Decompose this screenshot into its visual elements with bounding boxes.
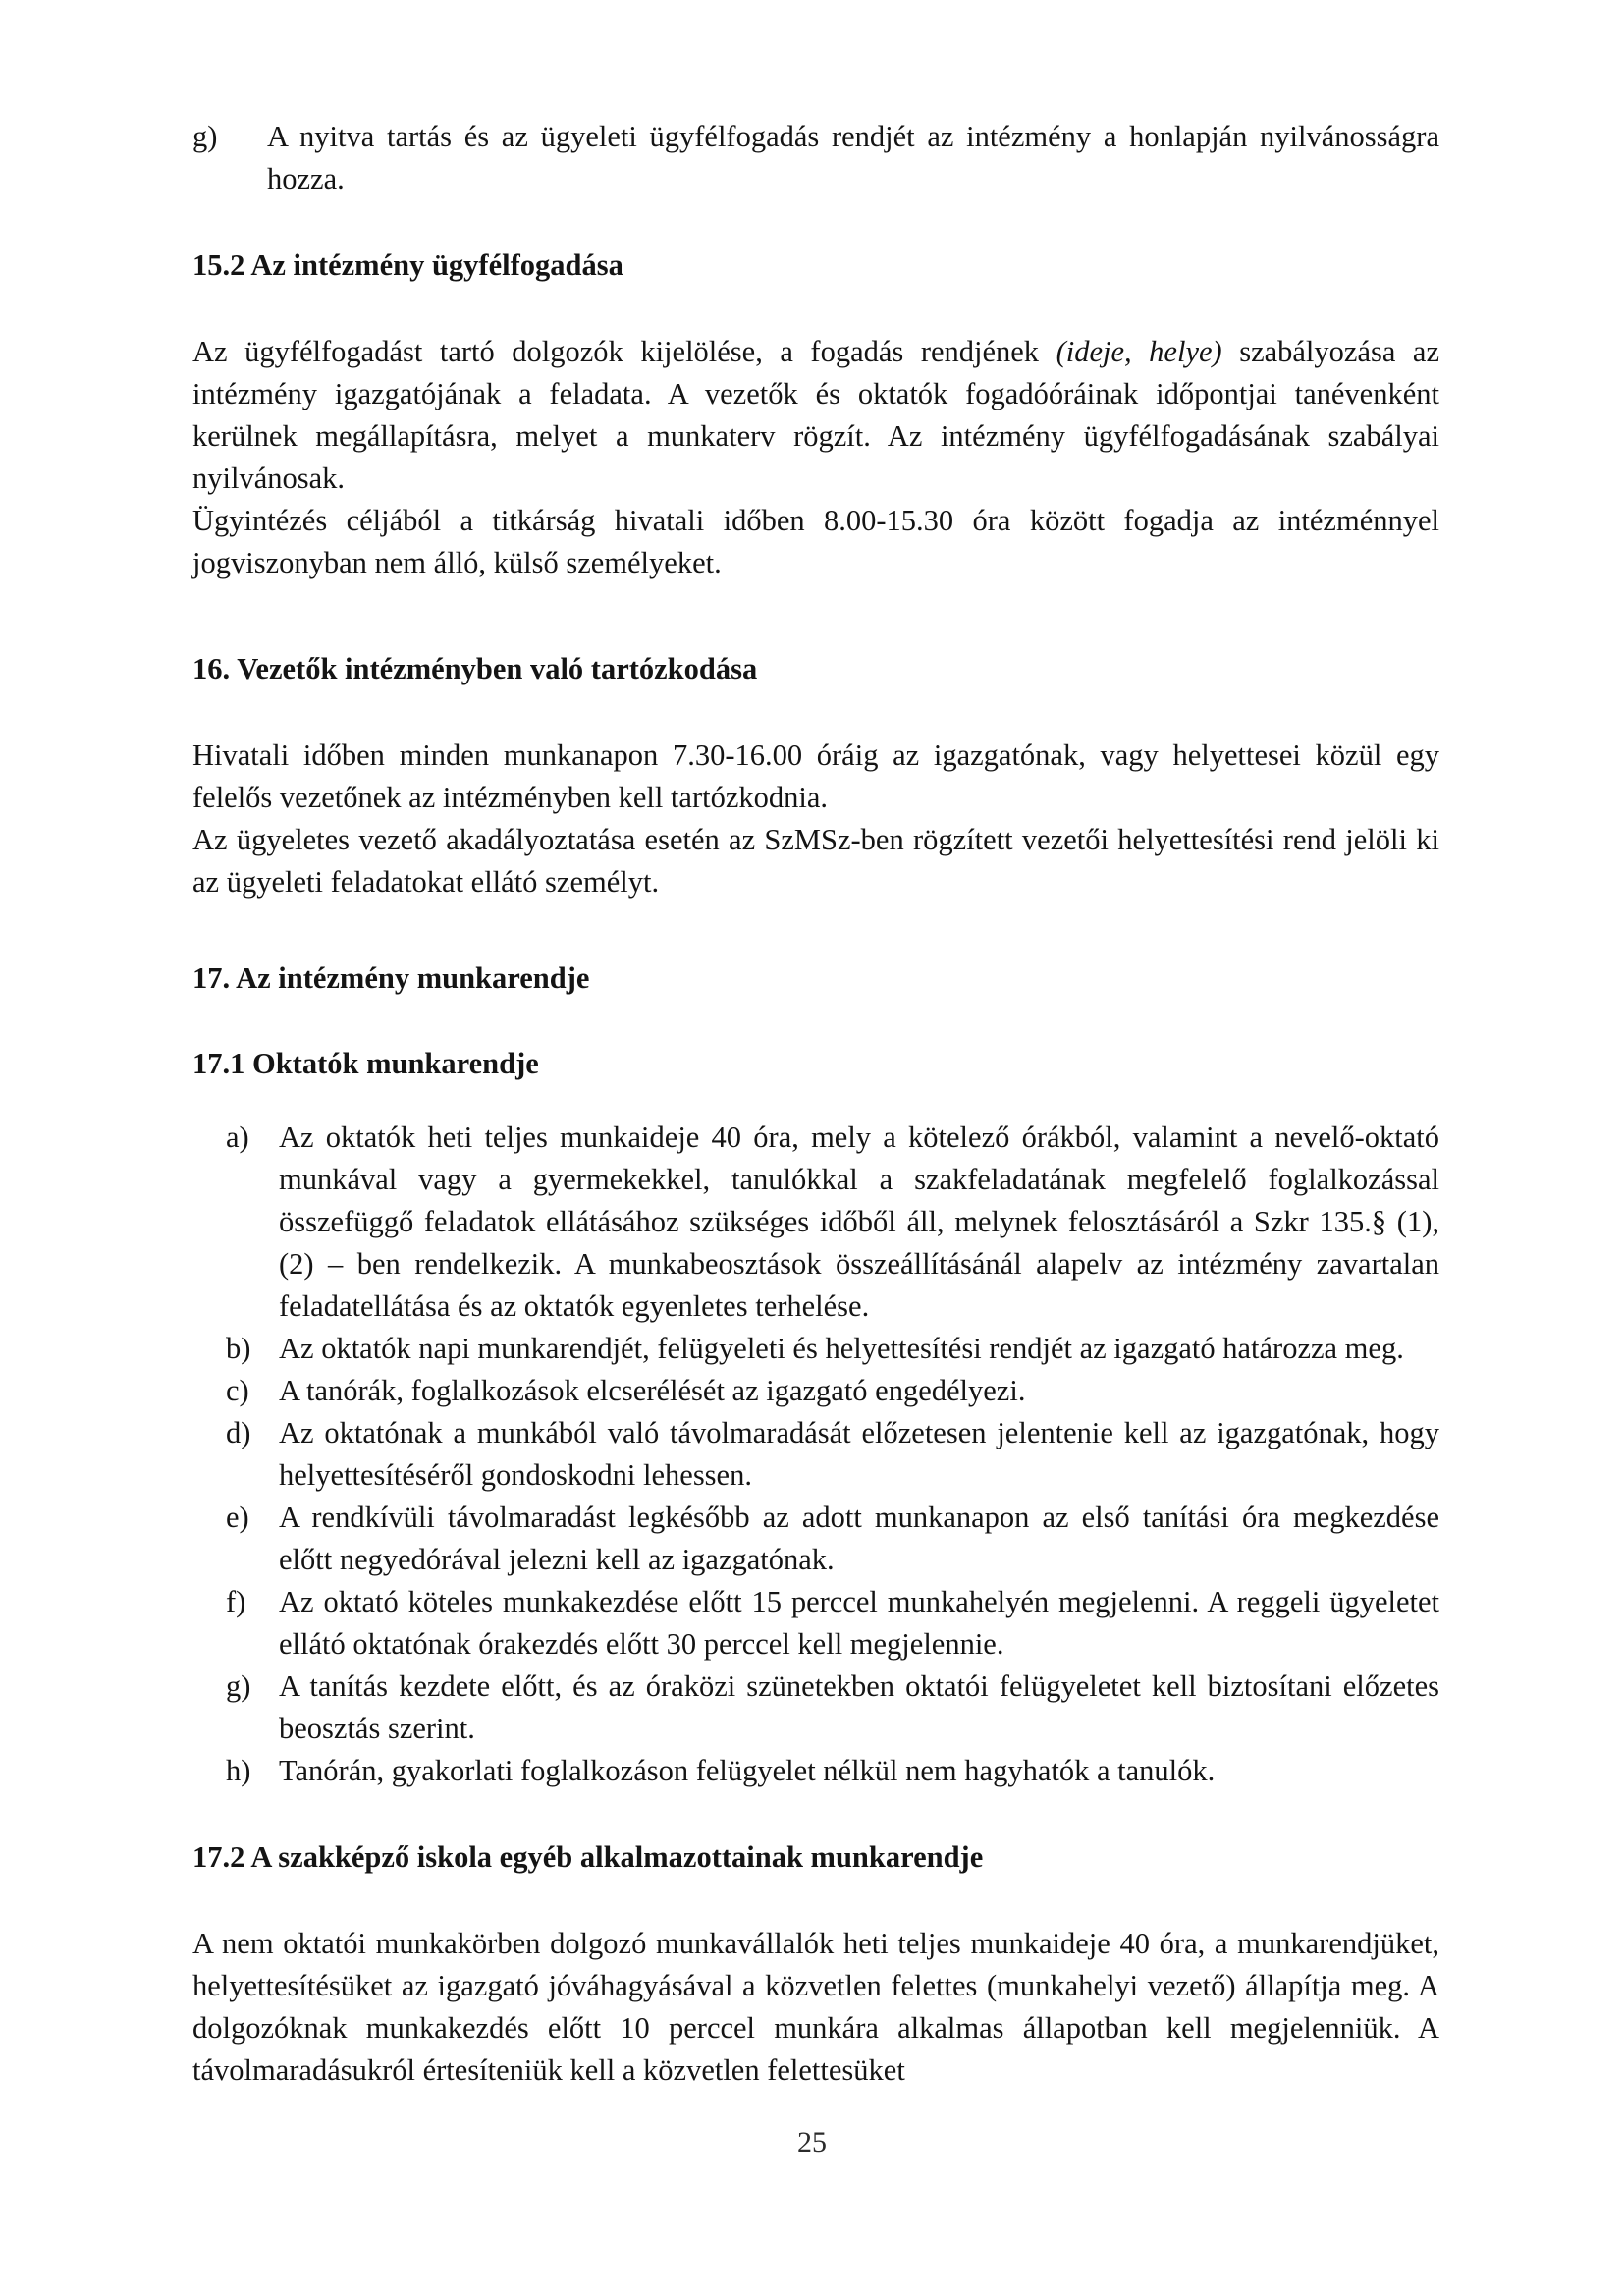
list-marker: a)	[226, 1121, 249, 1154]
heading-15-2: 15.2 Az intézmény ügyfélfogadása	[192, 248, 623, 282]
page-content	[192, 116, 1439, 2092]
list-item-text: Az oktatók heti teljes munkaideje 40 óra, mely a kötelező órákból, valamint a nevelő-oktató munkával vagy a gyermekekkel, tanulókkal a szakfeladatának megfelelő foglalkozással összefüggő feladatok ellátásához szükséges időből áll, melynek felosztásáról a Szkr 135.§ (1), (2) – ben rendelkezik. A munkabeosztások összeállításánál alapelv az intézmény zavartalan feladatellátása és az oktatók egyenletes terhelése.	[279, 1121, 1439, 1323]
list-item	[192, 1497, 1439, 1581]
spacer	[192, 949, 1439, 958]
spacer	[192, 286, 1439, 331]
list-marker: c)	[226, 1374, 249, 1407]
heading-17: 17. Az intézmény munkarendje	[192, 961, 590, 995]
list-item-text: A nyitva tartás és az ügyeleti ügyfélfogadás rendjét az intézmény a honlapján nyilvánosságra hozza.	[267, 120, 1439, 195]
paragraph-15-2-2: Ügyintézés céljából a titkárság hivatali időben 8.00-15.30 óra között fogadja az intézménnyel jogviszonyban nem álló, külső személyeket.	[192, 504, 1439, 579]
spacer	[192, 1792, 1439, 1837]
paragraph-17-2-1: A nem oktatói munkakörben dolgozó munkavállalók heti teljes munkaideje 40 óra, a munkarendjüket, helyettesítésüket az igazgató jóváhagyásával a közvetlen felettes (munkahelyi vezető) állapítja meg. A dolgozóknak munkakezdés előtt 10 perccel munkára alkalmas állapotban kell megjelenniük. A távolmaradásukról értesíteniük kell a közvetlen felettesüket	[192, 1927, 1439, 2087]
paragraph-text-part-2: szabályozása az intézmény igazgatójának a feladata. A vezetők és oktatók fogadóóráinak időpontjai tanévenként kerülnek megállapításra, melyet a munkaterv rögzít. Az intézmény ügyfélfogadásának szabályai nyilvánosak.	[192, 335, 1439, 495]
spacer	[192, 1084, 1439, 1117]
spacer	[192, 999, 1439, 1044]
spacer	[192, 903, 1439, 949]
list-item	[192, 1750, 1439, 1792]
list-item-text: Az oktatók napi munkarendjét, felügyeleti és helyettesítési rendjét az igazgató határozza meg.	[279, 1332, 1404, 1365]
list-item	[192, 1666, 1439, 1750]
heading-17-2: 17.2 A szakképző iskola egyéb alkalmazottainak munkarendje	[192, 1840, 984, 1874]
paragraph-text-part-1: Az ügyfélfogadást tartó dolgozók kijelölése, a fogadás rendjének	[192, 335, 1056, 368]
list-item	[192, 1370, 1439, 1412]
spacer	[192, 584, 1439, 629]
list-marker: b)	[226, 1332, 251, 1365]
list-item-text: A rendkívüli távolmaradást legkésőbb az adott munkanapon az első tanítási óra megkezdése előtt negyedórával jelezni kell az igazgatónak.	[279, 1501, 1439, 1576]
spacer	[192, 200, 1439, 246]
list-item	[192, 1581, 1439, 1666]
list-item	[192, 1412, 1439, 1497]
list-item-text: A tanítás kezdete előtt, és az óraközi szünetekben oktatói felügyeletet kell biztosítani előzetes beosztás szerint.	[279, 1669, 1439, 1745]
list-marker: f)	[226, 1585, 246, 1618]
list-item-text: A tanórák, foglalkozások elcserélését az igazgató engedélyezi.	[279, 1374, 1026, 1407]
list-item-text: Az oktató köteles munkakezdése előtt 15 perccel munkahelyén megjelenni. A reggeli ügyeletet ellátó oktatónak órakezdés előtt 30 perccel kell megjelennie.	[279, 1585, 1439, 1661]
list-item	[192, 1328, 1439, 1370]
list-marker: g)	[226, 1669, 251, 1703]
list-item-text: Tanórán, gyakorlati foglalkozáson felügyelet nélkül nem hagyhatók a tanulók.	[279, 1754, 1216, 1787]
list-marker: h)	[226, 1754, 251, 1787]
list-item-text: Az oktatónak a munkából való távolmaradását előzetesen jelentenie kell az igazgatónak, hogy helyettesítéséről gondoskodni lehessen.	[279, 1416, 1439, 1492]
paragraph-16-2: Az ügyeletes vezető akadályoztatása esetén az SzMSz-ben rögzített vezetői helyettesítési rend jelöli ki az ügyeleti feladatokat ellátó személyt.	[192, 823, 1439, 899]
spacer	[192, 1878, 1439, 1923]
list-marker: g)	[192, 120, 218, 153]
list-item-g-continued	[192, 116, 1439, 200]
heading-16: 16. Vezetők intézményben való tartózkodása	[192, 652, 758, 685]
list-marker: e)	[226, 1501, 249, 1534]
page-number: 25	[797, 2126, 827, 2159]
list-marker: d)	[226, 1416, 251, 1449]
paragraph-text-italic: (ideje, helye)	[1056, 335, 1222, 368]
heading-17-1: 17.1 Oktatók munkarendje	[192, 1047, 539, 1080]
list-item	[192, 1117, 1439, 1328]
list-17-1	[192, 1117, 1439, 1792]
spacer	[192, 689, 1439, 735]
paragraph-15-2-1	[192, 331, 1439, 500]
spacer	[192, 629, 1439, 649]
paragraph-16-1: Hivatali időben minden munkanapon 7.30-16.00 óráig az igazgatónak, vagy helyettesei közül egy felelős vezetőnek az intézményben kell tartózkodnia.	[192, 738, 1439, 814]
